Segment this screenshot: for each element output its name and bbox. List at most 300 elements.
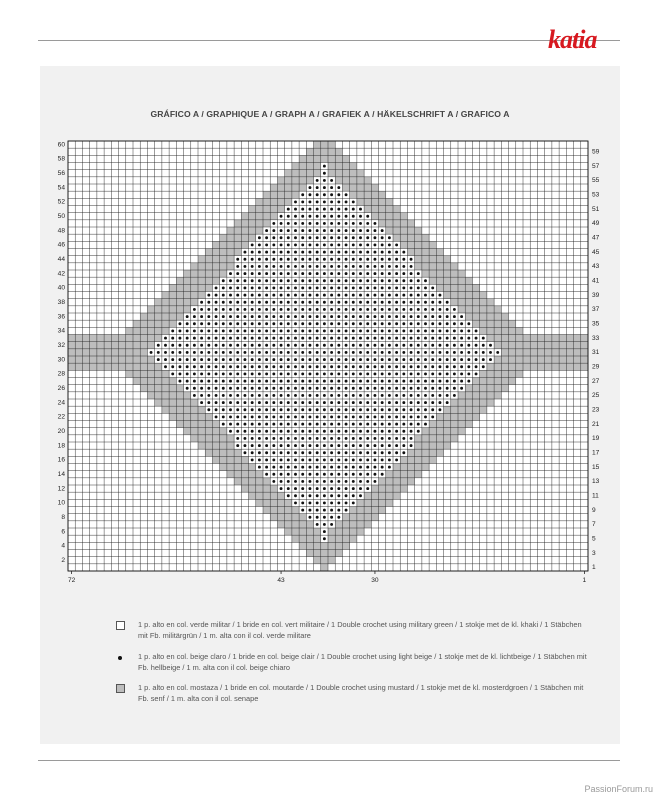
- gray-cell: [444, 413, 451, 420]
- dot-cell: [229, 308, 232, 311]
- dot-cell: [467, 322, 470, 325]
- gray-cell: [68, 342, 75, 349]
- gray-cell: [436, 249, 443, 256]
- gray-cell: [407, 464, 414, 471]
- dot-cell: [417, 279, 420, 282]
- dot-cell: [316, 279, 319, 282]
- gray-cell: [451, 292, 458, 299]
- dot-cell: [251, 344, 254, 347]
- gray-cell: [234, 241, 241, 248]
- dot-cell: [388, 329, 391, 332]
- dot-cell: [345, 308, 348, 311]
- gray-cell: [574, 356, 581, 363]
- gray-cell: [487, 320, 494, 327]
- gray-cell: [212, 263, 219, 270]
- gray-cell: [198, 442, 205, 449]
- dot-cell: [287, 315, 290, 318]
- dot-cell: [323, 329, 326, 332]
- dot-cell: [438, 387, 441, 390]
- dot-cell: [323, 179, 326, 182]
- dot-cell: [294, 380, 297, 383]
- gray-cell: [184, 270, 191, 277]
- dot-cell: [294, 215, 297, 218]
- dot-cell: [316, 208, 319, 211]
- dot-cell: [323, 351, 326, 354]
- dot-cell: [330, 516, 333, 519]
- dot-icon: [118, 656, 122, 660]
- dot-cell: [323, 466, 326, 469]
- dot-cell: [229, 408, 232, 411]
- dot-cell: [330, 301, 333, 304]
- gray-cell: [371, 507, 378, 514]
- dot-cell: [337, 186, 340, 189]
- gray-cell: [415, 456, 422, 463]
- dot-cell: [316, 315, 319, 318]
- gray-cell: [465, 299, 472, 306]
- gray-cell: [314, 550, 321, 557]
- gray-cell: [249, 206, 256, 213]
- dot-cell: [417, 423, 420, 426]
- dot-cell: [265, 308, 268, 311]
- gray-cell: [285, 191, 292, 198]
- dot-cell: [359, 337, 362, 340]
- dot-cell: [352, 229, 355, 232]
- gray-cell: [436, 442, 443, 449]
- dot-cell: [330, 458, 333, 461]
- dot-cell: [294, 344, 297, 347]
- dot-cell: [330, 229, 333, 232]
- dot-cell: [215, 351, 218, 354]
- dot-cell: [402, 272, 405, 275]
- dot-cell: [330, 265, 333, 268]
- gray-cell: [559, 335, 566, 342]
- gray-cell: [422, 435, 429, 442]
- gray-cell: [342, 521, 349, 528]
- gray-cell: [285, 184, 292, 191]
- chart-title: GRÁFICO A / GRAPHIQUE A / GRAPH A / GRAFIEK A / HÄKELSCHRIFT A / GRAFICO A: [150, 109, 510, 119]
- gray-cell: [292, 163, 299, 170]
- dot-cell: [236, 322, 239, 325]
- dot-cell: [337, 401, 340, 404]
- gray-cell: [342, 170, 349, 177]
- gray-cell: [537, 342, 544, 349]
- gray-cell: [386, 492, 393, 499]
- gray-cell: [176, 421, 183, 428]
- dot-cell: [186, 387, 189, 390]
- dot-cell: [222, 415, 225, 418]
- row-label-left: 24: [57, 399, 65, 407]
- gray-cell: [537, 356, 544, 363]
- gray-cell: [501, 342, 508, 349]
- gray-cell: [386, 213, 393, 220]
- dot-cell: [308, 509, 311, 512]
- dot-cell: [258, 430, 261, 433]
- gray-cell: [285, 499, 292, 506]
- dot-cell: [258, 243, 261, 246]
- row-label-right: 27: [592, 377, 600, 385]
- dot-cell: [243, 344, 246, 347]
- dot-cell: [337, 437, 340, 440]
- gray-cell: [241, 213, 248, 220]
- dot-cell: [330, 193, 333, 196]
- dot-cell: [171, 351, 174, 354]
- dot-cell: [330, 258, 333, 261]
- gray-cell: [104, 335, 111, 342]
- gray-cell: [126, 363, 133, 370]
- dot-cell: [294, 487, 297, 490]
- dot-cell: [287, 437, 290, 440]
- dot-cell: [215, 344, 218, 347]
- gray-cell: [292, 535, 299, 542]
- dot-cell: [345, 501, 348, 504]
- gray-cell: [357, 499, 364, 506]
- gray-cell: [169, 406, 176, 413]
- dot-cell: [330, 430, 333, 433]
- dot-cell: [373, 229, 376, 232]
- dot-cell: [215, 394, 218, 397]
- gray-cell: [335, 163, 342, 170]
- gray-cell: [256, 478, 263, 485]
- dot-cell: [229, 286, 232, 289]
- gray-cell: [104, 349, 111, 356]
- gray-cell: [191, 270, 198, 277]
- gray-cell: [133, 327, 140, 334]
- gray-cell: [545, 356, 552, 363]
- gray-cell: [451, 270, 458, 277]
- dot-cell: [301, 236, 304, 239]
- dot-cell: [280, 258, 283, 261]
- gray-cell: [169, 385, 176, 392]
- dot-cell: [207, 401, 210, 404]
- gray-cell: [379, 478, 386, 485]
- dot-cell: [294, 480, 297, 483]
- dot-cell: [222, 380, 225, 383]
- gray-cell: [176, 313, 183, 320]
- dot-cell: [431, 365, 434, 368]
- gray-cell: [220, 263, 227, 270]
- dot-cell: [373, 286, 376, 289]
- dot-cell: [337, 358, 340, 361]
- dot-cell: [193, 308, 196, 311]
- row-label-left: 8: [61, 514, 65, 521]
- dot-cell: [337, 294, 340, 297]
- dot-cell: [301, 415, 304, 418]
- gray-cell: [176, 385, 183, 392]
- gray-cell: [263, 507, 270, 514]
- dot-cell: [280, 401, 283, 404]
- row-label-right: 57: [592, 162, 600, 170]
- row-label-left: 52: [57, 198, 65, 206]
- gray-cell: [371, 191, 378, 198]
- row-label-left: 34: [57, 327, 65, 335]
- dot-cell: [316, 215, 319, 218]
- dot-cell: [381, 473, 384, 476]
- dot-cell: [402, 358, 405, 361]
- gray-cell: [256, 499, 263, 506]
- gray-cell: [342, 528, 349, 535]
- dot-cell: [359, 258, 362, 261]
- dot-cell: [272, 301, 275, 304]
- dot-cell: [215, 322, 218, 325]
- dot-cell: [323, 516, 326, 519]
- dot-cell: [395, 243, 398, 246]
- dot-cell: [366, 251, 369, 254]
- dot-cell: [258, 265, 261, 268]
- dot-cell: [316, 394, 319, 397]
- dot-cell: [330, 401, 333, 404]
- gray-cell: [429, 270, 436, 277]
- dot-cell: [287, 208, 290, 211]
- dot-cell: [475, 337, 478, 340]
- dot-cell: [157, 351, 160, 354]
- dot-cell: [294, 222, 297, 225]
- dot-cell: [345, 458, 348, 461]
- gray-cell: [119, 356, 126, 363]
- row-label-right: 47: [592, 234, 600, 242]
- gray-cell: [169, 292, 176, 299]
- gray-cell: [285, 521, 292, 528]
- dot-cell: [294, 294, 297, 297]
- gray-cell: [429, 456, 436, 463]
- gray-cell: [530, 363, 537, 370]
- dot-cell: [395, 351, 398, 354]
- gray-cell: [241, 464, 248, 471]
- gray-cell: [436, 284, 443, 291]
- dot-cell: [308, 193, 311, 196]
- gray-cell: [552, 335, 559, 342]
- dot-cell: [337, 351, 340, 354]
- dot-cell: [316, 229, 319, 232]
- gray-cell: [314, 535, 321, 542]
- gray-cell: [530, 356, 537, 363]
- dot-cell: [323, 537, 326, 540]
- gray-cell: [299, 542, 306, 549]
- row-label-left: 50: [57, 213, 65, 220]
- dot-cell: [287, 322, 290, 325]
- gray-cell: [277, 198, 284, 205]
- dot-cell: [453, 344, 456, 347]
- dot-cell: [272, 423, 275, 426]
- dot-cell: [251, 272, 254, 275]
- dot-cell: [243, 294, 246, 297]
- gray-cell: [241, 227, 248, 234]
- row-label-right: 35: [592, 320, 600, 328]
- dot-cell: [272, 387, 275, 390]
- dot-cell: [294, 322, 297, 325]
- dot-cell: [294, 451, 297, 454]
- gray-cell: [342, 542, 349, 549]
- dot-cell: [323, 165, 326, 168]
- dot-cell: [381, 322, 384, 325]
- dot-cell: [345, 329, 348, 332]
- dot-cell: [359, 279, 362, 282]
- dot-cell: [316, 487, 319, 490]
- dot-cell: [178, 322, 181, 325]
- dot-cell: [272, 458, 275, 461]
- dot-cell: [330, 337, 333, 340]
- gray-cell: [162, 378, 169, 385]
- dot-cell: [229, 315, 232, 318]
- dot-cell: [243, 301, 246, 304]
- gray-cell: [415, 234, 422, 241]
- gray-cell: [328, 528, 335, 535]
- gray-cell: [68, 356, 75, 363]
- dot-cell: [366, 222, 369, 225]
- dot-cell: [280, 236, 283, 239]
- dot-cell: [388, 236, 391, 239]
- gray-cell: [436, 413, 443, 420]
- dot-cell: [323, 172, 326, 175]
- gray-cell: [400, 220, 407, 227]
- dot-cell: [200, 372, 203, 375]
- dot-cell: [265, 337, 268, 340]
- dot-cell: [373, 236, 376, 239]
- dot-cell: [352, 358, 355, 361]
- gray-cell: [234, 449, 241, 456]
- dot-cell: [424, 286, 427, 289]
- dot-cell: [243, 258, 246, 261]
- dot-cell: [373, 444, 376, 447]
- dot-cell: [330, 451, 333, 454]
- gray-cell: [545, 349, 552, 356]
- dot-cell: [345, 394, 348, 397]
- dot-cell: [308, 251, 311, 254]
- dot-cell: [337, 236, 340, 239]
- dot-cell: [272, 408, 275, 411]
- dot-cell: [294, 351, 297, 354]
- gray-cell: [299, 163, 306, 170]
- gray-cell: [458, 428, 465, 435]
- dot-cell: [402, 279, 405, 282]
- dot-cell: [359, 351, 362, 354]
- dot-cell: [359, 480, 362, 483]
- dot-cell: [482, 358, 485, 361]
- gray-cell: [335, 550, 342, 557]
- dot-cell: [251, 451, 254, 454]
- dot-cell: [272, 415, 275, 418]
- dot-cell: [301, 494, 304, 497]
- dot-cell: [388, 279, 391, 282]
- dot-cell: [171, 365, 174, 368]
- dot-cell: [265, 423, 268, 426]
- gray-cell: [386, 499, 393, 506]
- dot-cell: [316, 501, 319, 504]
- gray-cell: [516, 370, 523, 377]
- dot-cell: [467, 344, 470, 347]
- gray-cell: [415, 435, 422, 442]
- dot-cell: [410, 265, 413, 268]
- dot-cell: [381, 329, 384, 332]
- dot-cell: [316, 358, 319, 361]
- dot-cell: [272, 351, 275, 354]
- gray-cell: [263, 191, 270, 198]
- gray-cell: [263, 220, 270, 227]
- dot-cell: [316, 329, 319, 332]
- gray-cell: [458, 421, 465, 428]
- dot-cell: [294, 329, 297, 332]
- gray-cell: [574, 342, 581, 349]
- dot-cell: [301, 222, 304, 225]
- dot-cell: [410, 423, 413, 426]
- dot-cell: [207, 344, 210, 347]
- dot-cell: [236, 308, 239, 311]
- gray-cell: [198, 263, 205, 270]
- dot-cell: [280, 243, 283, 246]
- gray-cell: [241, 456, 248, 463]
- dot-cell: [301, 193, 304, 196]
- dot-cell: [236, 279, 239, 282]
- dot-cell: [280, 265, 283, 268]
- dot-cell: [475, 351, 478, 354]
- gray-cell: [126, 327, 133, 334]
- gray-cell: [509, 378, 516, 385]
- dot-cell: [373, 222, 376, 225]
- dot-cell: [359, 229, 362, 232]
- dot-cell: [308, 487, 311, 490]
- gray-cell: [458, 392, 465, 399]
- gray-cell: [501, 327, 508, 334]
- dot-cell: [251, 251, 254, 254]
- gray-cell: [480, 406, 487, 413]
- gray-cell: [487, 299, 494, 306]
- gray-cell: [379, 198, 386, 205]
- dot-cell: [352, 272, 355, 275]
- dot-cell: [287, 308, 290, 311]
- dot-cell: [323, 401, 326, 404]
- gray-cell: [487, 392, 494, 399]
- gray-cell: [299, 177, 306, 184]
- dot-cell: [236, 380, 239, 383]
- dot-cell: [280, 372, 283, 375]
- dot-cell: [265, 243, 268, 246]
- dot-cell: [265, 430, 268, 433]
- dot-cell: [381, 444, 384, 447]
- dot-cell: [366, 265, 369, 268]
- dot-cell: [337, 308, 340, 311]
- gray-cell: [523, 335, 530, 342]
- dot-cell: [236, 444, 239, 447]
- dot-cell: [359, 437, 362, 440]
- gray-cell: [306, 177, 313, 184]
- gray-cell: [335, 155, 342, 162]
- dot-cell: [272, 329, 275, 332]
- gray-cell: [422, 442, 429, 449]
- dot-cell: [381, 265, 384, 268]
- dot-cell: [345, 337, 348, 340]
- dot-cell: [222, 387, 225, 390]
- gray-cell: [176, 284, 183, 291]
- gray-cell: [212, 435, 219, 442]
- gray-cell: [350, 528, 357, 535]
- gray-cell: [306, 155, 313, 162]
- dot-cell: [417, 272, 420, 275]
- gray-cell: [537, 363, 544, 370]
- dot-cell: [265, 365, 268, 368]
- gray-cell: [241, 241, 248, 248]
- dot-cell: [345, 258, 348, 261]
- dot-cell: [251, 315, 254, 318]
- dot-cell: [308, 501, 311, 504]
- dot-cell: [294, 473, 297, 476]
- gray-cell: [335, 148, 342, 155]
- gray-cell: [277, 507, 284, 514]
- dot-cell: [431, 308, 434, 311]
- dot-cell: [222, 372, 225, 375]
- gray-cell: [169, 313, 176, 320]
- dot-cell: [446, 315, 449, 318]
- dot-cell: [431, 329, 434, 332]
- dot-cell: [272, 294, 275, 297]
